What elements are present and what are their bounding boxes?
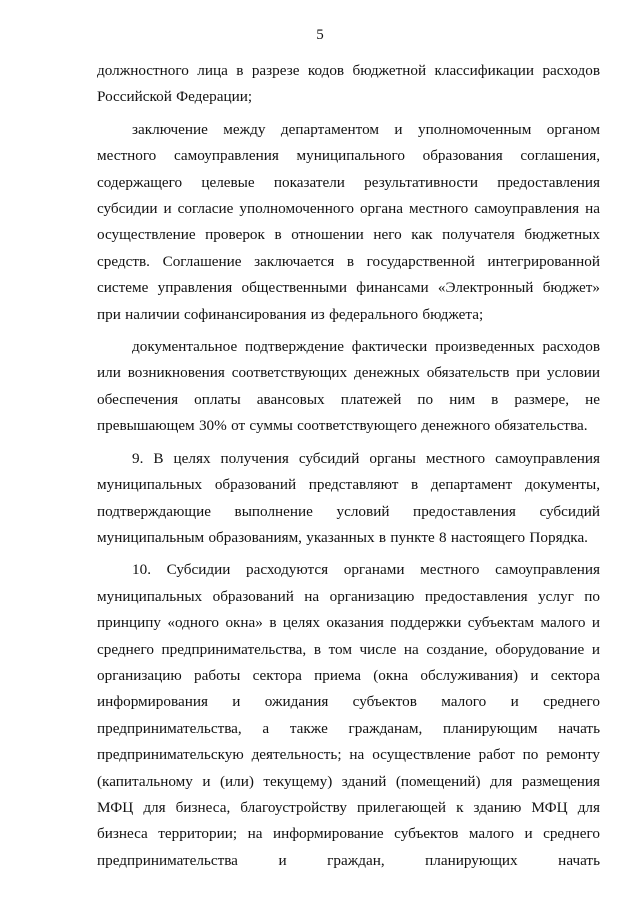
paragraph-documentary-confirmation: документальное подтверждение фактически произведенных расходов или возникновения соответствующих денежных обязательств при условии обеспечения оплаты авансовых платежей по ним в размере, не превышающем 30% от суммы соответствующего денежного обязательства. xyxy=(97,338,600,435)
document-body xyxy=(97,58,600,874)
paragraph-item-10: 10. Субсидии расходуются органами местного самоуправления муниципальных образований на организацию предоставления услуг по принципу «одного окна» в целях оказания поддержки субъектам малого и среднего предпринимательства, в том числе на создание, оборудование и организацию работы сектора приема (окна обслуживания) и сектора информирования и ожидания субъектов малого и среднего предпринимательства, а также гражданам, планирующим начать предпринимательскую деятельность; на осуществление работ по ремонту (капитальному и (или) текущему) зданий (помещений) для размещения МФЦ для бизнеса, благоустройству прилегающей к зданию МФЦ для бизнеса территории; на информирование субъектов малого и среднего предпринимательства и граждан, планирующих начать xyxy=(97,561,600,869)
paragraph-continuation: должностного лица в разрезе кодов бюджетной классификации расходов Российской Федерации; xyxy=(97,62,600,106)
page-number: 5 xyxy=(316,27,324,43)
paragraph-agreement-conclusion: заключение между департаментом и уполномоченным органом местного самоуправления муниципального образования соглашения, содержащего целевые показатели результативности предоставления субсидии и согласие уполномоченного органа местного самоуправления на осуществление проверок в отношении него как получателя бюджетных средств. Соглашение заключается в государственной интегрированной системе управления общественными финансами «Электронный бюджет» при наличии софинансирования из федерального бюджета; xyxy=(97,120,600,323)
paragraph-item-9: 9. В целях получения субсидий органы местного самоуправления муниципальных образований представляют в департамент документы, подтверждающие выполнение условий предоставления субсидий муниципальным образованиям, указанных в пункте 8 настоящего Порядка. xyxy=(97,449,600,546)
